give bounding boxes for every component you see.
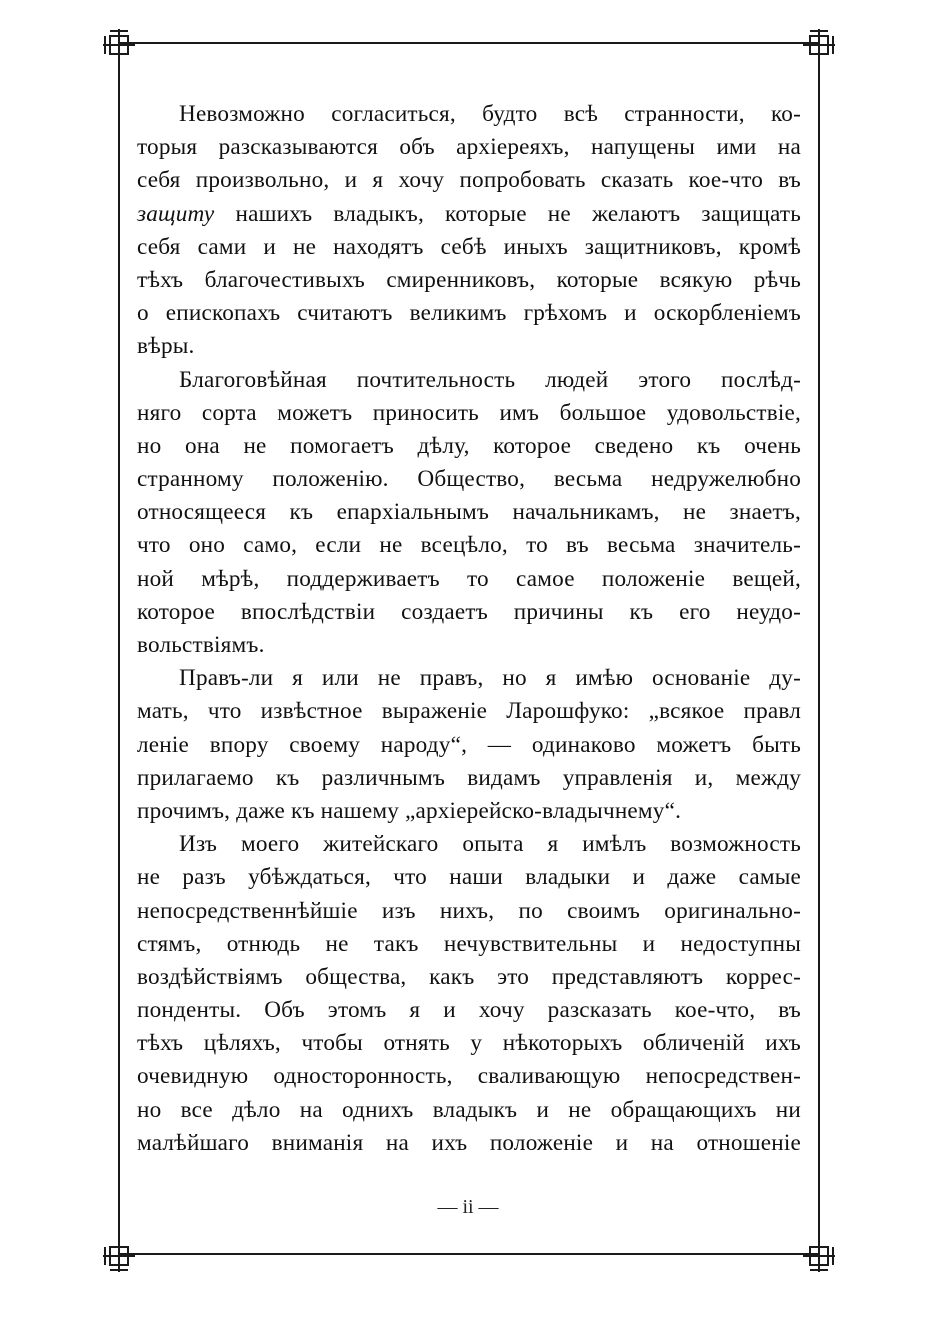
text-line-rest: нашихъ владыкъ, которые не желаютъ защищать <box>235 200 801 227</box>
text-line: тѣхъ цѣляхъ, чтобы отнять у нѣкоторыхъ обличеній ихъ <box>137 1030 801 1057</box>
text-line: Благоговѣйная почтительность людей этого послѣд- <box>179 366 801 393</box>
corner-ornament-icon <box>101 27 137 63</box>
text-line: очевидную односторонность, сваливающую непосредствен- <box>137 1063 801 1090</box>
text-line: стямъ, отнюдь не такъ нечувствительны и недоступны <box>137 930 801 957</box>
text-line: Невозможно согласиться, будто всѣ странности, ко- <box>179 101 801 127</box>
text-line: не разъ убѣждаться, что наши владыки и даже самые <box>137 864 801 891</box>
frame-border-left <box>118 42 120 1255</box>
text-line: но она не помогаетъ дѣлу, которое сведено къ очень <box>137 432 801 459</box>
text-line: торыя разсказываются объ архіереяхъ, напущены ими на <box>137 134 801 161</box>
text-line: себя произвольно, и я хочу попробовать сказать кое-что въ <box>137 167 801 194</box>
page-number: — ii — <box>437 1196 499 1218</box>
text-line: которое впослѣдствіи создаетъ причины къ его неудо- <box>137 598 801 625</box>
corner-ornament-icon <box>801 27 837 63</box>
text-line: воздѣйствіямъ общества, какъ это представляютъ коррес- <box>137 963 801 990</box>
corner-ornament-icon <box>801 1238 837 1274</box>
text-line: но все дѣло на однихъ владыкъ и не обращающихъ ни <box>137 1096 801 1123</box>
corner-ornament-icon <box>101 1238 137 1274</box>
text-line: прочимъ, даже къ нашему „архіерейско-владычнему“. <box>137 797 682 824</box>
text-line: няго сорта можетъ приносить имъ большое удовольствіе, <box>137 399 801 426</box>
body-text <box>137 98 801 1160</box>
frame-border-top <box>120 42 820 44</box>
text-line: мать, что извѣстное выраженіе Ларошфуко: „всякое правл <box>137 698 801 725</box>
frame-border-right <box>818 42 820 1255</box>
text-line: малѣйшаго вниманія на ихъ положеніе и на отношеніе <box>137 1129 801 1156</box>
text-line: ной мѣрѣ, поддерживаетъ то самое положеніе вещей, <box>137 565 801 592</box>
text-line: леніе впору своему народу“, — одинаково можетъ быть <box>137 731 801 758</box>
text-line: вольствіямъ. <box>137 632 265 658</box>
text-line: относящееся къ епархіальнымъ начальникамъ, не знаетъ, <box>137 499 801 526</box>
frame-border-bottom <box>120 1253 820 1255</box>
text-line: себя сами и не находятъ себѣ иныхъ защитниковъ, кромѣ <box>137 233 801 260</box>
text-line: прилагаемо къ различнымъ видамъ управленія и, между <box>137 764 801 791</box>
text-line: что оно само, если не всецѣло, то въ весьма значитель- <box>137 532 801 559</box>
text-line: непосредственнѣйшіе изъ нихъ, по своимъ оригинально- <box>137 897 801 924</box>
text-line: Правъ-ли я или не правъ, но я имѣю основаніе ду- <box>179 665 801 692</box>
text-line: Изъ моего житейскаго опыта я имѣлъ возможность <box>179 831 801 858</box>
text-line: вѣры. <box>137 333 195 360</box>
text-line <box>137 198 801 231</box>
text-line: понденты. Объ этомъ я и хочу разсказать кое-что, въ <box>137 997 801 1024</box>
text-line: странному положенію. Общество, весьма недружелюбно <box>137 466 801 493</box>
italic-word: защиту <box>137 200 215 227</box>
text-line: тѣхъ благочестивыхъ смиренниковъ, которые всякую рѣчь <box>137 266 801 293</box>
text-line: о епископахъ считаютъ великимъ грѣхомъ и оскорбленіемъ <box>137 300 801 327</box>
